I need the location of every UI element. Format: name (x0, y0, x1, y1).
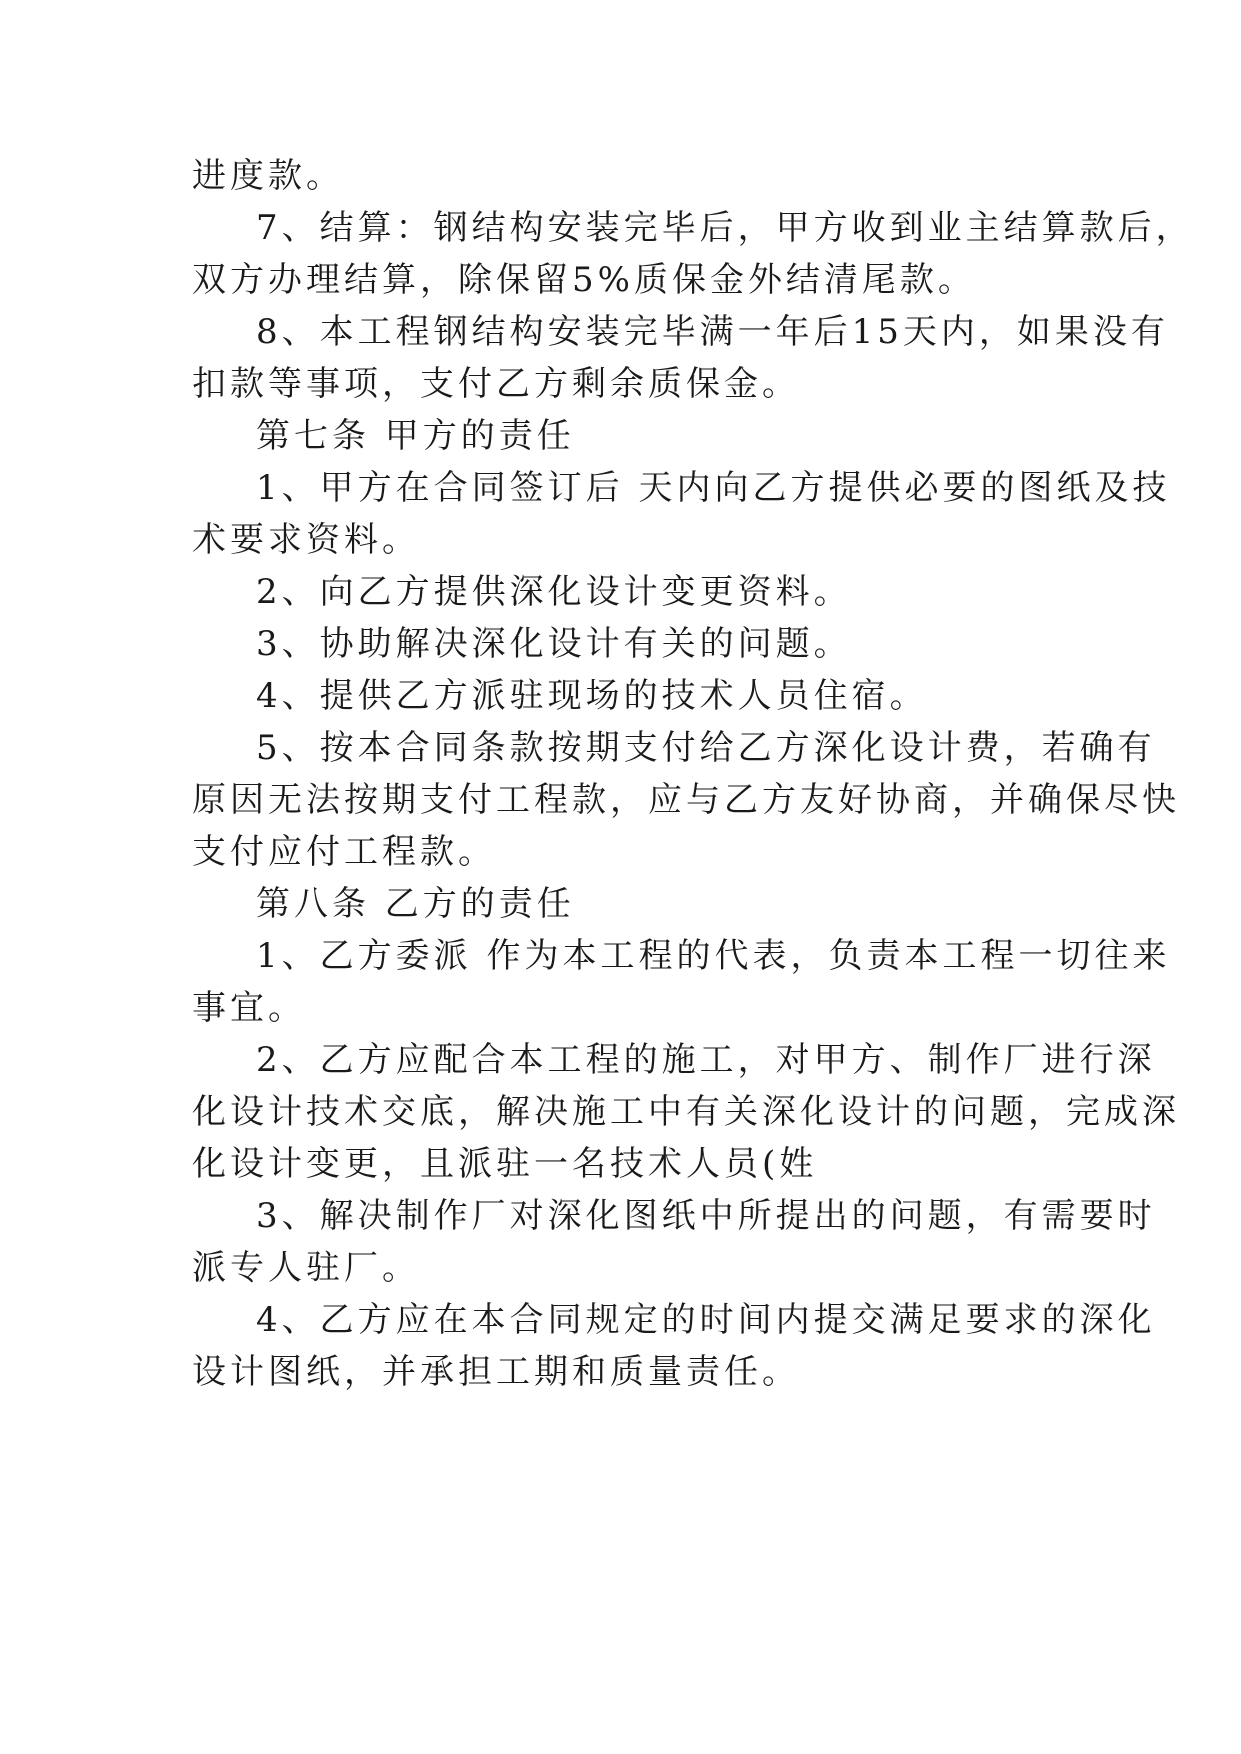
text-line: 术要求资料。 (192, 520, 420, 560)
text-line: 2、乙方应配合本工程的施工，对甲方、制作厂进行深 (256, 1040, 1156, 1080)
text-line: 1、甲方在合同签订后 天内向乙方提供必要的图纸及技 (256, 468, 1171, 508)
text-line: 扣款等事项，支付乙方剩余质保金。 (192, 364, 800, 404)
text-line: 派专人驻厂。 (192, 1248, 420, 1288)
text-line: 3、协助解决深化设计有关的问题。 (256, 624, 852, 664)
text-line: 4、提供乙方派驻现场的技术人员住宿。 (256, 676, 928, 716)
text-line: 事宜。 (192, 988, 306, 1028)
text-line: 原因无法按期支付工程款，应与乙方友好协商，并确保尽快 (192, 780, 1180, 820)
text-line: 2、向乙方提供深化设计变更资料。 (256, 572, 852, 612)
text-line: 8、本工程钢结构安装完毕满一年后15天内，如果没有 (256, 312, 1169, 352)
text-line: 化设计技术交底，解决施工中有关深化设计的问题，完成深 (192, 1092, 1180, 1132)
text-line: 5、按本合同条款按期支付给乙方深化设计费，若确有 (256, 728, 1156, 768)
text-line: 进度款。 (192, 156, 344, 196)
section-heading: 第八条 乙方的责任 (256, 884, 575, 924)
text-line: 支付应付工程款。 (192, 832, 496, 872)
text-line: 4、乙方应在本合同规定的时间内提交满足要求的深化 (256, 1300, 1156, 1340)
text-line: 双方办理结算，除保留5%质保金外结清尾款。 (192, 260, 976, 300)
text-line: 化设计变更，且派驻一名技术人员(姓 (192, 1144, 818, 1184)
text-line: 7、结算：钢结构安装完毕后，甲方收到业主结算款后， (256, 208, 1194, 248)
text-line: 设计图纸，并承担工期和质量责任。 (192, 1352, 800, 1392)
section-heading: 第七条 甲方的责任 (256, 416, 575, 456)
text-line: 1、乙方委派 作为本工程的代表，负责本工程一切往来 (256, 936, 1171, 976)
text-line: 3、解决制作厂对深化图纸中所提出的问题，有需要时 (256, 1196, 1156, 1236)
